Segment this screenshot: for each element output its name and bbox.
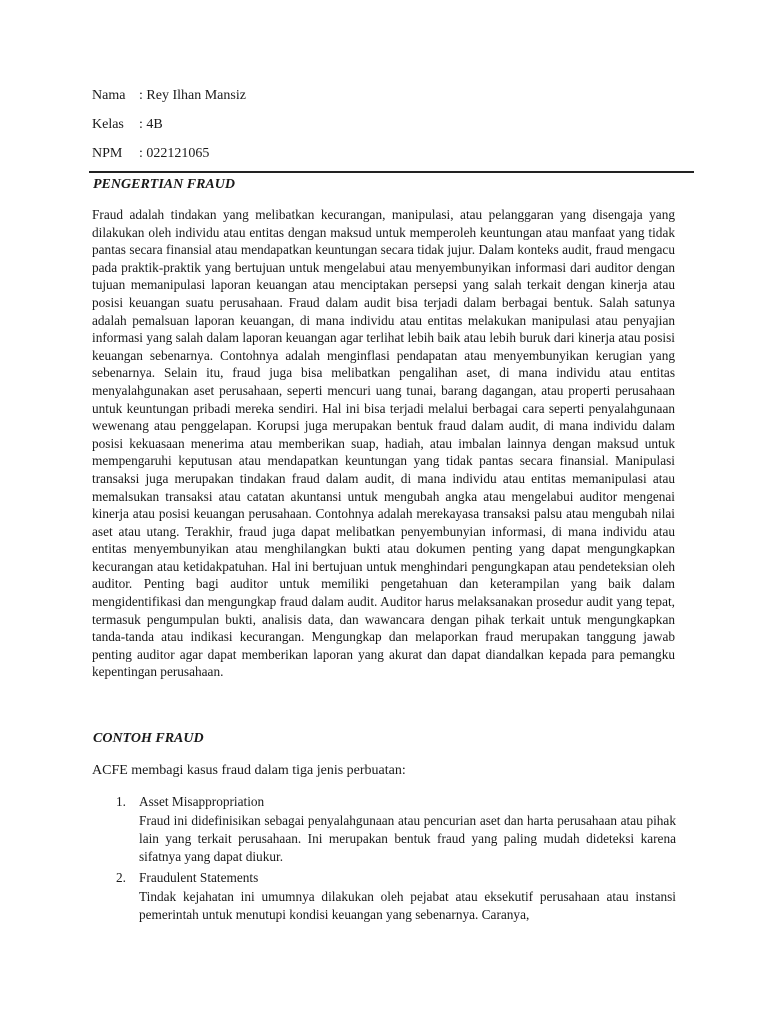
pengertian-paragraph: Fraud adalah tindakan yang melibatkan kecurangan, manipulasi, atau pelanggaran yang disengaja yang dilakukan oleh individu atau entitas dengan maksud untuk memperoleh keuntungan atau manfaat yang tidak pantas secara finansial atau mendapatkan keuntungan secara tidak jujur. Dalam konteks audit, fraud mengacu pada praktik-praktik yang bertujuan untuk mengelabui atau menyembunyikan informasi dari auditor dengan tujuan memanipulasi laporan keuangan atau menciptakan persepsi yang salah terkait dengan kinerja atau posisi keuangan suatu perusahaan. Fraud dalam audit bisa terjadi dalam berbagai bentuk. Salah satunya adalah pemalsuan laporan keuangan, di mana individu atau entitas melakukan manipulasi atau penyajian informasi yang salah dalam laporan keuangan agar terlihat lebih baik atau lebih buruk dari kinerja atau posisi keuangan sebenarnya. Contohnya adalah menginflasi pendapatan atau menyembunyikan kerugian yang sebenarnya. Selain itu, fraud juga bisa melibatkan pengalihan aset, di mana individu atau entitas menyalahgunakan aset perusahaan, seperti mencuri uang tunai, barang dagangan, atau properti perusahaan untuk keuntungan pribadi mereka sendiri. Hal ini bisa terjadi melalui berbagai cara seperti penyalahgunaan wewenang atau penggelapan. Korupsi juga merupakan bentuk fraud dalam audit, di mana individu dalam posisi kekuasaan menerima atau memberikan suap, hadiah, atau imbalan lainnya dengan maksud untuk mempengaruhi keputusan atau mendapatkan keuntungan yang tidak pantas secara finansial. Manipulasi transaksi juga merupakan tindakan fraud dalam audit, di mana individu atau entitas memanipulasi atau memalsukan transaksi atau catatan akuntansi untuk mengubah angka atau mengelabui auditor mengenai kinerja atau posisi keuangan perusahaan. Contohnya adalah merekayasa transaksi palsu atau mengubah nilai aset atau utang. Terakhir, fraud juga dapat melibatkan penyembunyian informasi, di mana individu atau entitas menyembunyikan atau menghilangkan bukti atau dokumen penting yang dapat mengungkapkan kecurangan atau ketidakpatuhan. Hal ini bertujuan untuk menghindari pengungkapan atau pendeteksian oleh auditor. Penting bagi auditor untuk memiliki pengetahuan dan keterampilan yang baik dalam mengidentifikasi dan mengungkap fraud dalam audit. Auditor harus melaksanakan prosedur audit yang tepat, termasuk pengumpulan bukti, analisis data, dan wawancara dengan pihak terkait untuk mengungkapkan tanda-tanda atau indikasi kecurangan. Mengungkap dan melaporkan fraud merupakan tanggung jawab penting auditor agar dapat memberikan laporan yang akurat dan dapat diandalkan kepada para pemangku kepentingan perusahaan.	[92, 207, 675, 680]
header-divider	[89, 171, 694, 173]
section-heading-contoh: CONTOH FRAUD	[93, 731, 204, 746]
contoh-intro: ACFE membagi kasus fraud dalam tiga jenis perbuatan:	[92, 763, 406, 778]
npm-label: NPM	[92, 146, 123, 161]
list-item-description: Tindak kejahatan ini umumnya dilakukan oleh pejabat atau eksekutif perusahaan atau instansi pemerintah untuk menutupi kondisi keuangan yang sebenarnya. Caranya,	[139, 889, 676, 923]
student-class-row	[92, 117, 163, 133]
list-item-number: 2.	[116, 870, 126, 885]
student-npm-row	[92, 146, 209, 162]
class-label: Kelas	[92, 117, 124, 132]
student-name-row	[92, 88, 246, 104]
name-label: Nama	[92, 88, 126, 103]
npm-value: : 022121065	[139, 146, 210, 161]
section-heading-pengertian: PENGERTIAN FRAUD	[93, 177, 235, 192]
class-value: : 4B	[139, 117, 163, 132]
list-item-number: 1.	[116, 794, 126, 809]
list-item-description: Fraud ini didefinisikan sebagai penyalahgunaan atau pencurian aset dan harta perusahaan atau pihak lain yang terkait perusahaan. Ini merupakan bentuk fraud yang paling mudah dideteksi karena sifatnya yang dapat diukur.	[139, 813, 676, 865]
name-value: : Rey Ilhan Mansiz	[139, 88, 246, 103]
list-item-title: Asset Misappropriation	[139, 794, 265, 809]
list-item-title: Fraudulent Statements	[139, 870, 259, 885]
